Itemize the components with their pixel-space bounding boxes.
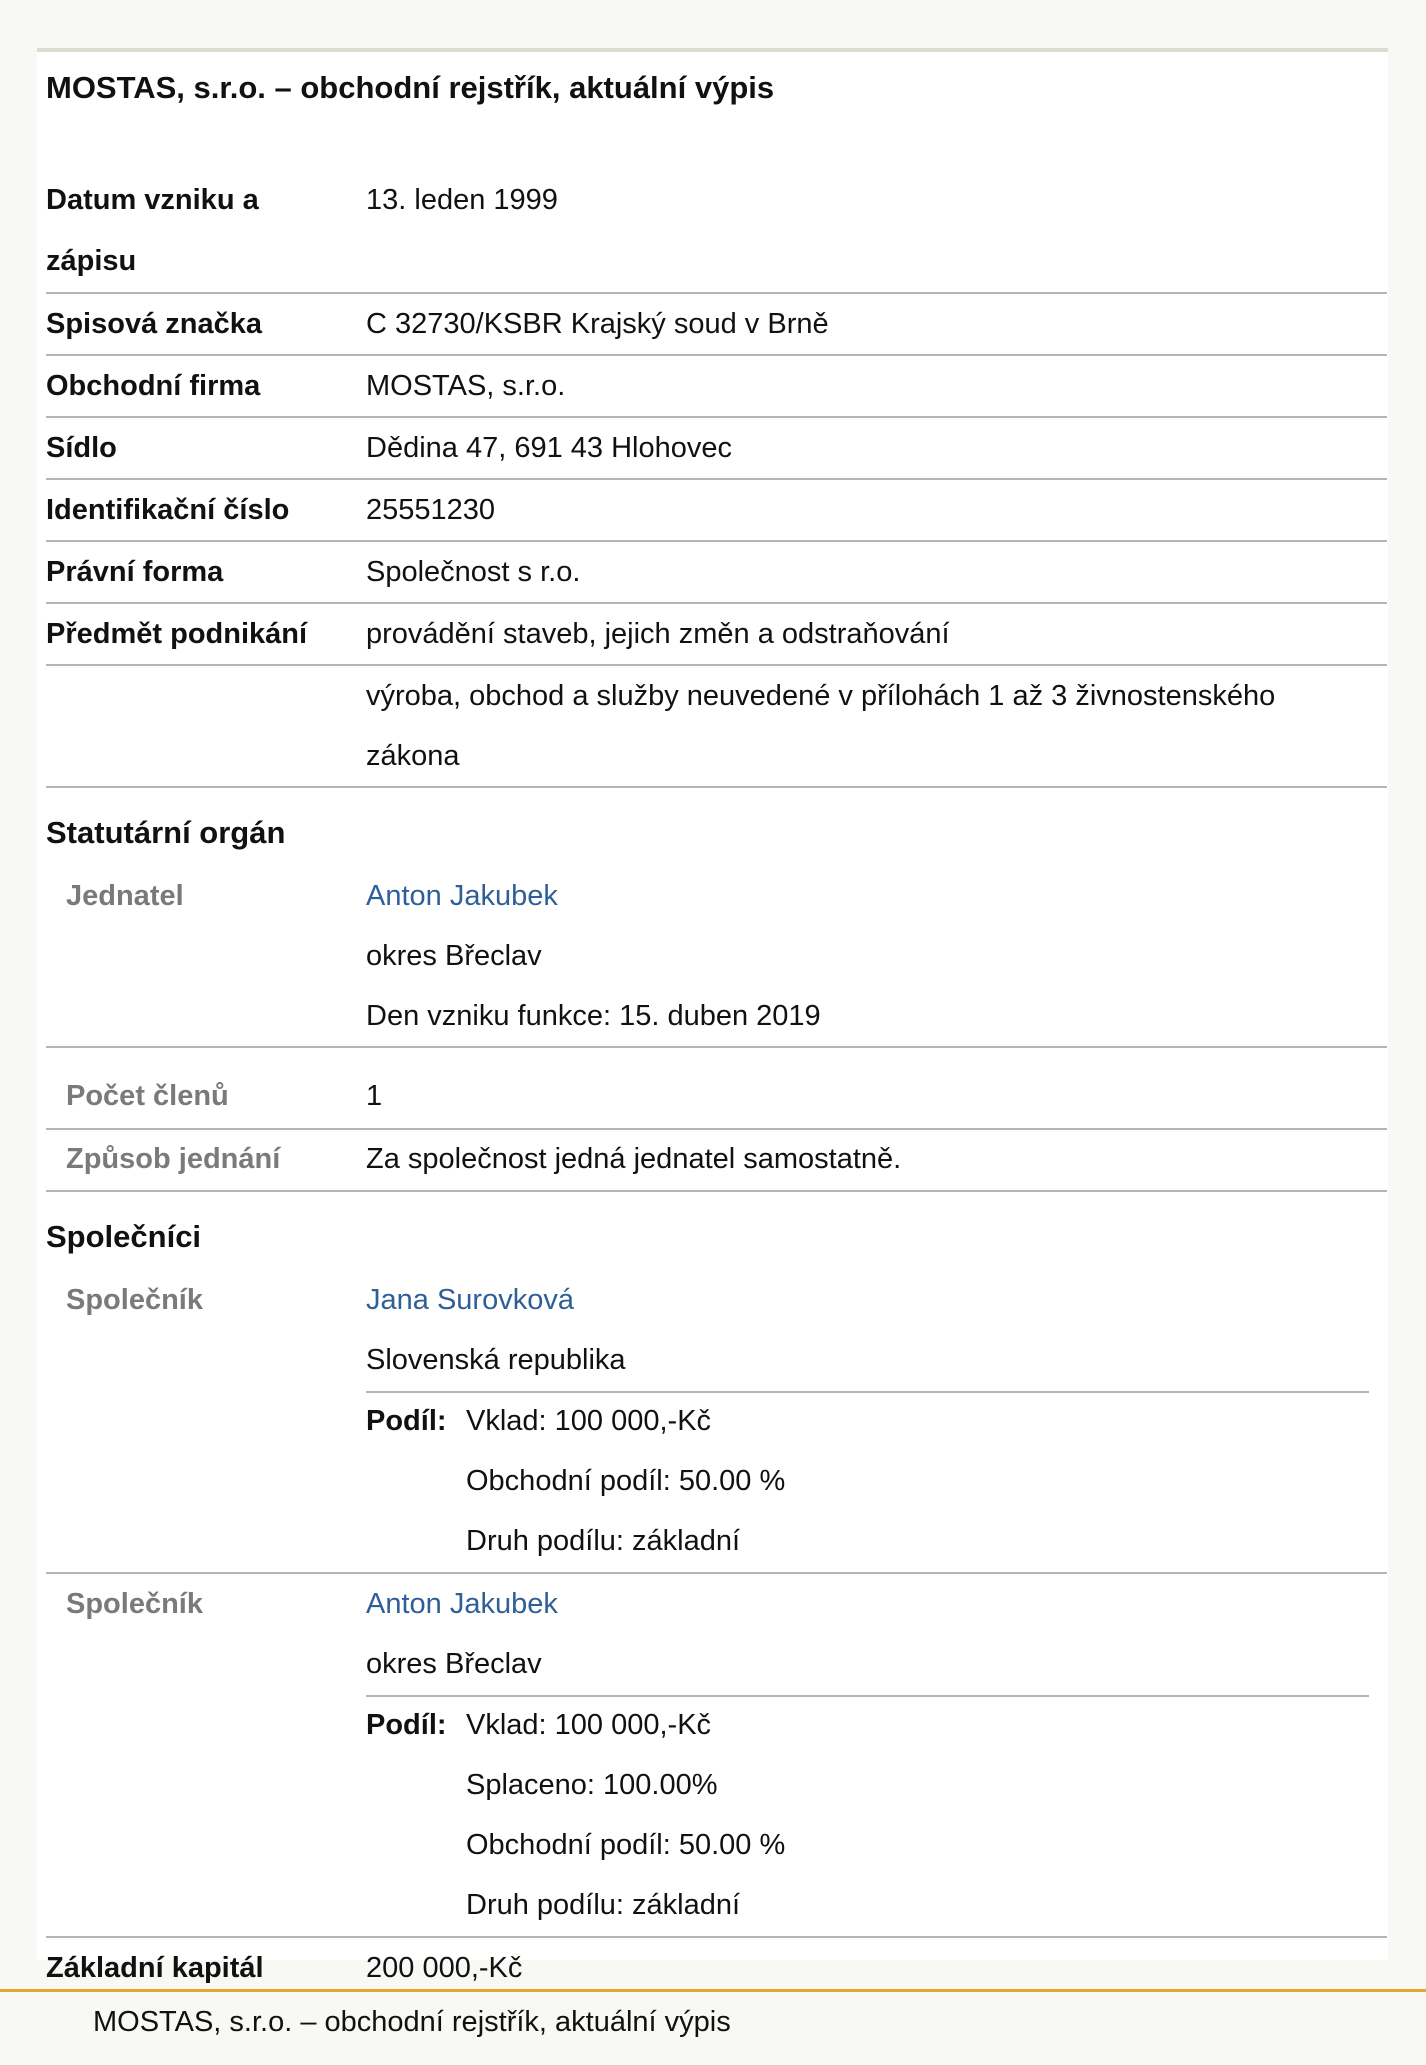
section-heading-spolecnici: Společníci bbox=[46, 1219, 202, 1254]
value-podil-2-splaceno: Splaceno: 100.00% bbox=[466, 1769, 718, 1801]
label-predmet-podnikani: Předmět podnikání bbox=[46, 618, 308, 650]
value-predmet-podnikani-1: provádění staveb, jejich změn a odstraňování bbox=[366, 618, 950, 650]
label-datum-vzniku-2: zápisu bbox=[46, 245, 137, 277]
row-pocet-clenu bbox=[46, 1066, 1387, 1130]
row-spolecnik-1 bbox=[46, 1270, 1387, 1574]
value-predmet-podnikani-2a: výroba, obchod a služby neuvedené v přílohách 1 až 3 živnostenského bbox=[366, 680, 1276, 712]
label-obchodni-firma: Obchodní firma bbox=[46, 370, 261, 402]
row-datum-vzniku bbox=[46, 170, 1387, 294]
link-spolecnik-anton-jakubek[interactable]: Anton Jakubek bbox=[366, 1588, 558, 1620]
row-identifikacni-cislo bbox=[46, 480, 1387, 542]
label-sidlo: Sídlo bbox=[46, 432, 117, 464]
value-podil-1-druh: Druh podílu: základní bbox=[466, 1525, 741, 1557]
row-jednatel bbox=[46, 866, 1387, 1048]
value-pravni-forma: Společnost s r.o. bbox=[366, 556, 581, 588]
value-pocet-clenu: 1 bbox=[366, 1080, 383, 1112]
page-footer bbox=[0, 1989, 1426, 2065]
row-predmet-podnikani-2 bbox=[46, 666, 1387, 788]
label-podil-2: Podíl: bbox=[366, 1709, 447, 1741]
value-spisova-znacka: C 32730/KSBR Krajský soud v Brně bbox=[366, 308, 829, 340]
footer-text: MOSTAS, s.r.o. – obchodní rejstřík, aktuální výpis bbox=[93, 2006, 731, 2038]
page-title: MOSTAS, s.r.o. – obchodní rejstřík, aktuální výpis bbox=[46, 70, 775, 105]
value-podil-1-vklad: Vklad: 100 000,-Kč bbox=[466, 1405, 712, 1437]
label-zpusob-jednani: Způsob jednání bbox=[66, 1143, 281, 1175]
value-spolecnik-1-place: Slovenská republika bbox=[366, 1344, 626, 1376]
label-pravni-forma: Právní forma bbox=[46, 556, 224, 588]
row-spisova-znacka bbox=[46, 294, 1387, 356]
label-spolecnik-2: Společník bbox=[66, 1588, 203, 1620]
label-podil-1: Podíl: bbox=[366, 1405, 447, 1437]
value-zpusob-jednani: Za společnost jedná jednatel samostatně. bbox=[366, 1143, 902, 1175]
row-obchodni-firma bbox=[46, 356, 1387, 418]
section-heading-statutarni-organ: Statutární orgán bbox=[46, 815, 286, 850]
row-sidlo bbox=[46, 418, 1387, 480]
value-predmet-podnikani-2b: zákona bbox=[366, 740, 460, 772]
registry-card bbox=[37, 48, 1388, 1984]
label-jednatel: Jednatel bbox=[66, 880, 184, 912]
value-spolecnik-2-place: okres Břeclav bbox=[366, 1648, 542, 1680]
label-spisova-znacka: Spisová značka bbox=[46, 308, 262, 340]
value-podil-2-obchodni: Obchodní podíl: 50.00 % bbox=[466, 1829, 786, 1861]
value-jednatel-funkce: Den vzniku funkce: 15. duben 2019 bbox=[366, 1000, 821, 1032]
value-datum-vzniku: 13. leden 1999 bbox=[366, 184, 558, 216]
value-podil-1-obchodni: Obchodní podíl: 50.00 % bbox=[466, 1465, 786, 1497]
label-spolecnik-1: Společník bbox=[66, 1284, 203, 1316]
link-jednatel-anton-jakubek[interactable]: Anton Jakubek bbox=[366, 880, 558, 912]
row-pravni-forma bbox=[46, 542, 1387, 604]
value-identifikacni-cislo: 25551230 bbox=[366, 494, 496, 526]
value-zakladni-kapital: 200 000,-Kč bbox=[366, 1952, 523, 1984]
value-obchodni-firma: MOSTAS, s.r.o. bbox=[366, 370, 566, 402]
value-podil-2-druh: Druh podílu: základní bbox=[466, 1889, 741, 1921]
row-spolecnik-2 bbox=[46, 1574, 1387, 1938]
value-sidlo: Dědina 47, 691 43 Hlohovec bbox=[366, 432, 732, 464]
value-jednatel-okres: okres Břeclav bbox=[366, 940, 542, 972]
row-predmet-podnikani bbox=[46, 604, 1387, 666]
label-pocet-clenu: Počet členů bbox=[66, 1080, 229, 1112]
label-zakladni-kapital: Základní kapitál bbox=[46, 1952, 264, 1984]
row-zpusob-jednani bbox=[46, 1129, 1387, 1192]
link-spolecnik-jana-surovkova[interactable]: Jana Surovková bbox=[366, 1284, 574, 1316]
value-podil-2-vklad: Vklad: 100 000,-Kč bbox=[466, 1709, 712, 1741]
label-identifikacni-cislo: Identifikační číslo bbox=[46, 494, 290, 526]
label-datum-vzniku-1: Datum vzniku a bbox=[46, 184, 259, 216]
